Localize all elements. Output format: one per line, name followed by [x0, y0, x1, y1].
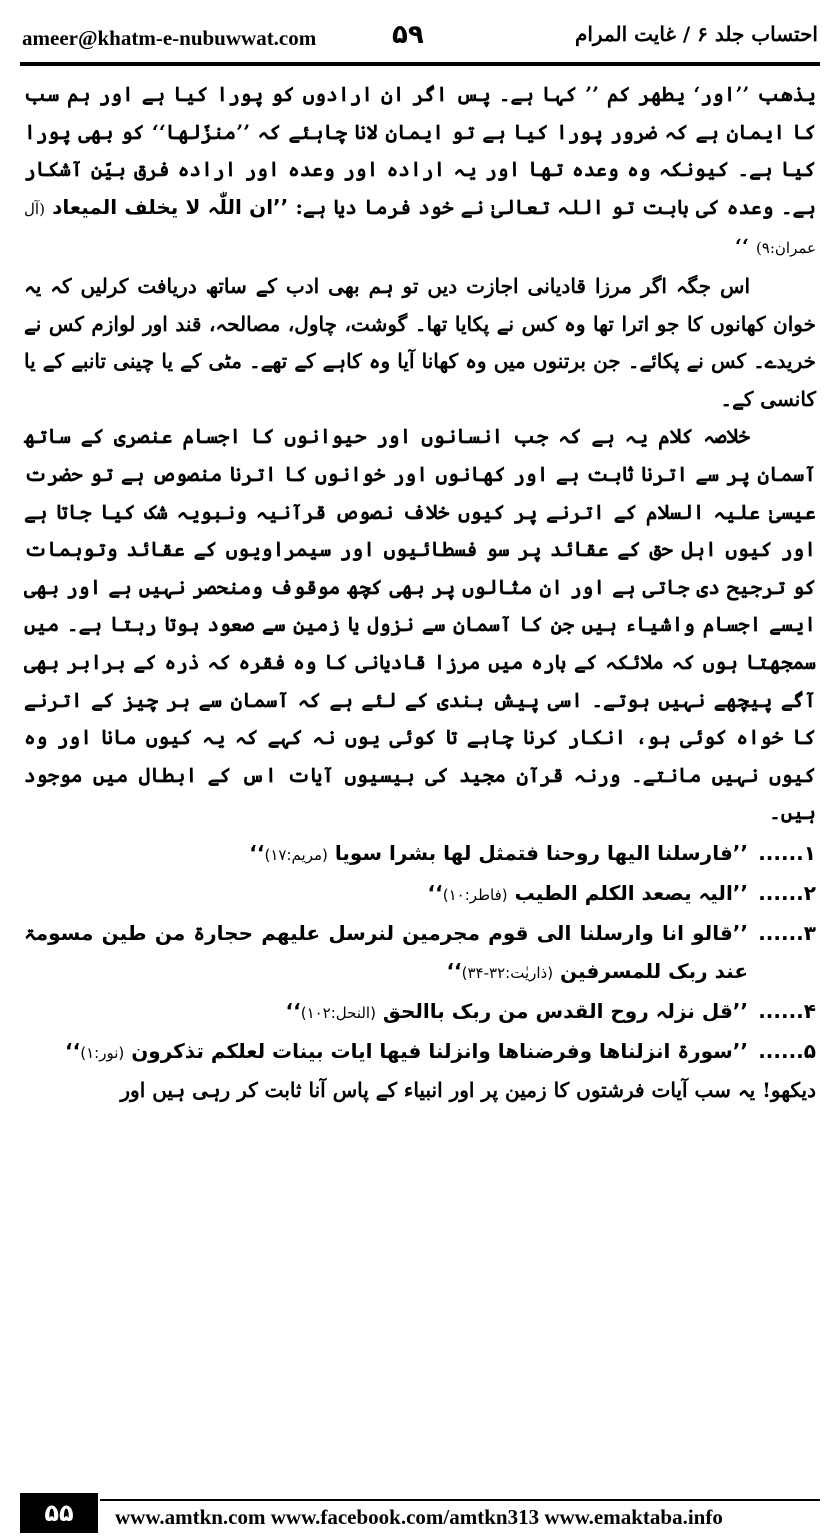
paragraph-2: اس جگہ اگر مرزا قادیانی اجازت دیں تو ہم بھی ادب کے ساتھ دریافت کرلیں کہ یہ خوان کھانوں کا جو اترا تھا وہ کس نے پکایا تھا۔ گوشت، چاول، مصالحہ، قند اور لوازم کس نے خریدے۔ کس نے پکائے۔ جن برتنوں میں وہ کھانا آیا وہ کاہے کے تھے۔ مٹی کے یا چینی تانبے کے یا کانسی کے۔ — [24, 273, 816, 411]
verse-arabic: ’’سورۃ انزلناھا وفرضناھا وانزلنا فیھا ایات بینات لعلکم تذکرون — [131, 1038, 748, 1063]
verse-item — [24, 914, 816, 992]
page-footer — [20, 1493, 820, 1533]
verse-text — [24, 992, 748, 1032]
verse-text — [24, 834, 748, 874]
verse-arabic: ’’قل نزلہ روح القدس من ربک باالحق — [382, 998, 748, 1023]
verse-number: ۱...... — [758, 840, 816, 865]
header-series-title: احتساب جلد ۶ / غایت المرام — [574, 22, 818, 46]
verse-reference: (النحل:۱۰۲) — [300, 1003, 376, 1022]
verse-text — [24, 914, 748, 992]
footer-rule — [100, 1499, 820, 1501]
verse-text — [24, 1032, 748, 1072]
footer-page-number: ۵۵ — [20, 1493, 98, 1533]
quote-close: ‘‘ — [735, 234, 749, 259]
verse-close: ‘‘ — [427, 880, 443, 905]
verse-list — [24, 834, 816, 1072]
verse-number: ۵...... — [758, 1038, 816, 1063]
page-body — [24, 76, 816, 1109]
verse-text — [24, 874, 748, 914]
verse-reference: (مریم:۱۷) — [264, 845, 328, 864]
verse-close: ‘‘ — [446, 958, 462, 983]
closing-line: دیکھو! یہ سب آیات فرشتوں کا زمین پر اور انبیاء کے پاس آنا ثابت کر رہی ہیں اور — [120, 1077, 816, 1102]
quran-reference: (آل عمران:۹) — [24, 199, 816, 258]
verse-arabic: ’’قالو انا وارسلنا الی قوم مجرمین لنرسل علیھم حجارۃ من طین مسومۃ عند ربک للمسرفین — [24, 920, 748, 983]
verse-close: ‘‘ — [65, 1038, 81, 1063]
paragraph-1 — [24, 76, 816, 268]
verse-item — [24, 834, 816, 874]
header-rule — [20, 62, 820, 66]
footer-links: www.amtkn.com www.facebook.com/amtkn313 www.emaktaba.info — [115, 1505, 723, 1529]
verse-arabic: ’’الیہ یصعد الکلم الطیب — [514, 880, 748, 905]
verse-reference: (نور:۱) — [80, 1043, 125, 1062]
page-header — [22, 20, 818, 56]
quran-quote: ’’ان اللّٰہ لا یخلف المیعاد — [52, 194, 289, 219]
verse-arabic: ’’فارسلنا الیھا روحنا فتمثل لھا بشرا سویا — [334, 840, 748, 865]
header-page-number: ۵۹ — [392, 20, 424, 50]
paragraph-1-text: یذھب ’’اور‘ یطھر کم ’’ کہا ہے۔ پس اگر ان ارادوں کو پورا کیا ہے اور ہم سب کا ایمان ہے کہ ضرور پورا کیا ہے تو ایمان لانا چاہئے کہ ’’منزّلھا‘‘ کو بھی پورا کیا ہے۔ کیونکہ وہ وعدہ تھا اور یہ ارادہ اور وعدہ اور ارادہ فرق بیّن آشکار ہے۔ وعدہ کی بابت تو اللہ تعالیٰ نے خود فرما دیا ہے: — [24, 82, 816, 219]
verse-close: ‘‘ — [285, 998, 301, 1023]
verse-close: ‘‘ — [249, 840, 265, 865]
verse-reference: (ذاریٰت:۳۲-۳۴) — [461, 963, 554, 982]
verse-item — [24, 874, 816, 914]
verse-number: ۳...... — [758, 920, 816, 945]
verse-item — [24, 1032, 816, 1072]
verse-number: ۴...... — [758, 998, 816, 1023]
header-email: ameer@khatm-e-nubuwwat.com — [22, 26, 317, 50]
verse-number: ۲...... — [758, 880, 816, 905]
verse-item — [24, 992, 816, 1032]
paragraph-3: خلاصہ کلام یہ ہے کہ جب انسانوں اور حیوانوں کا اجسام عنصری کے ساتھ آسمان پر سے اترنا ثابت ہے اور کھانوں اور خوانوں کا اترنا منصوص ہے تو حضرت عیسیٰ علیہ السلام کے اترنے پر کیوں خلاف نصوص قرآنیہ ونبویہ شک کیا جاتا ہے اور کیوں اہل حق کے عقائد پر سو فسطائیوں اور سیمراویوں کے عقائد وتوہمات کو ترجیح دی جاتی ہے اور ان مثالوں پر بھی کچھ موقوف ومنحصر نہیں ہے اور بھی ایسے اجسام واشیاء ہیں جن کا آسمان سے نزول یا زمین سے صعود ہوتا رہتا ہے۔ میں سمجھتا ہوں کہ ملائکہ کے بارہ میں مرزا قادیانی کا وہ فقرہ کہ ذرہ کے برابر بھی آگے پیچھے نہیں ہوتے۔ اسی پیش بندی کے لئے ہے کہ آسمان سے ہر چیز کے اترنے کا خواہ کوئی ہو، انکار کرنا چاہے تا کوئی یوں نہ کہے کہ یہ کیوں مانا اور وہ کیوں نہیں مانتے۔ ورنہ قرآن مجید کی بیسیوں آیات اس کے ابطال میں موجود ہیں۔ — [24, 424, 816, 825]
verse-reference: (فاطر:۱۰) — [442, 885, 508, 904]
